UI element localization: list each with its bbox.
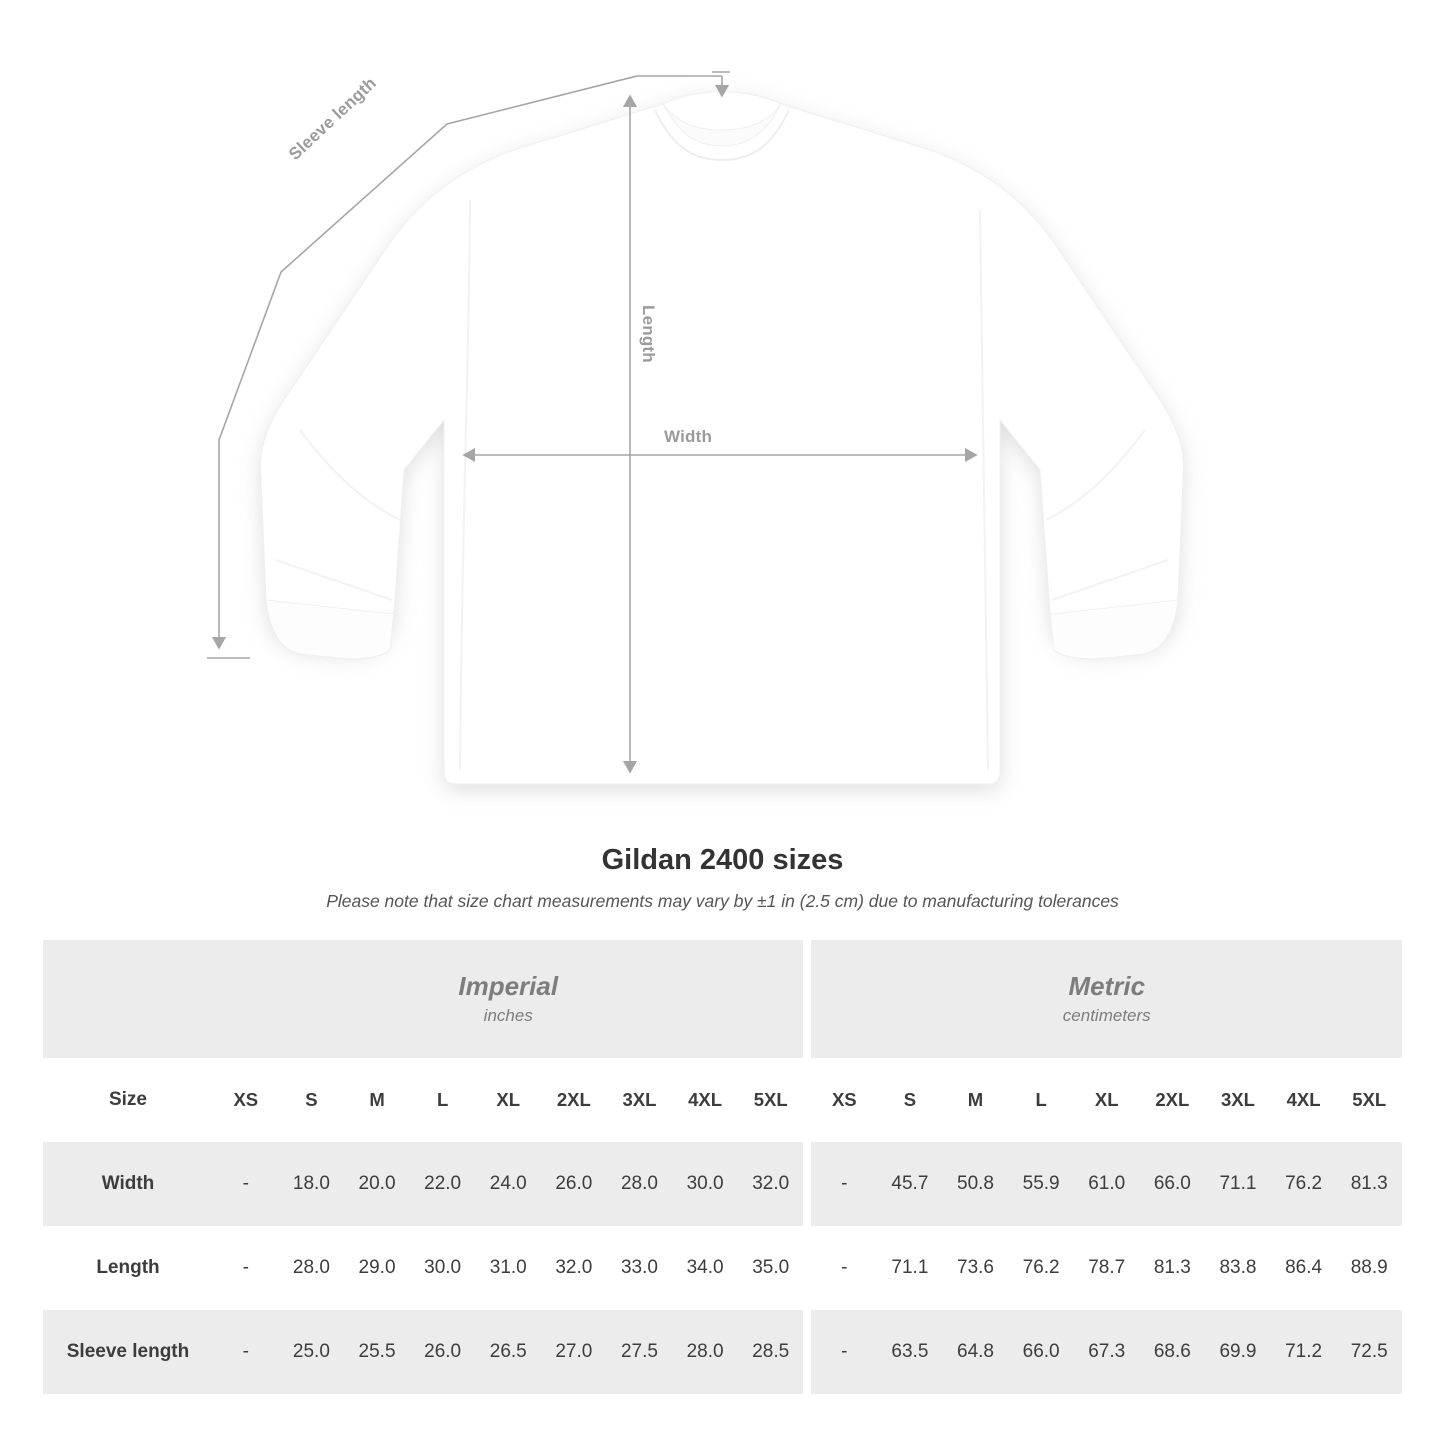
size-header-metric-7: 4XL <box>1271 1058 1337 1142</box>
row-label-sleeve-length: Sleeve length <box>43 1310 213 1394</box>
width-row-gap <box>803 1142 811 1226</box>
length-imperial-8: 35.0 <box>738 1226 804 1310</box>
width-metric-7: 76.2 <box>1271 1142 1337 1226</box>
width-metric-5: 66.0 <box>1140 1142 1206 1226</box>
width-imperial-8: 32.0 <box>738 1142 804 1226</box>
length-metric-4: 78.7 <box>1074 1226 1140 1310</box>
table-row <box>43 1226 1402 1310</box>
size-header-metric-3: L <box>1008 1058 1074 1142</box>
size-header-imperial-6: 3XL <box>607 1058 673 1142</box>
size-header-gap <box>803 1058 811 1142</box>
width-metric-6: 71.1 <box>1205 1142 1271 1226</box>
imperial-unit-sub: inches <box>483 1005 533 1025</box>
width-imperial-1: 18.0 <box>279 1142 345 1226</box>
size-table <box>43 940 1402 1394</box>
metric-unit-sub: centimeters <box>1062 1005 1151 1025</box>
sleeve-imperial-5: 27.0 <box>541 1310 607 1394</box>
length-label: Length <box>639 305 658 363</box>
row-label-width: Width <box>43 1142 213 1226</box>
width-imperial-2: 20.0 <box>344 1142 410 1226</box>
sleeve-metric-5: 68.6 <box>1140 1310 1206 1394</box>
width-metric-0: - <box>811 1142 877 1226</box>
size-header-row <box>43 1058 1402 1142</box>
sleeve-metric-6: 69.9 <box>1205 1310 1271 1394</box>
sleeve-metric-8: 72.5 <box>1336 1310 1402 1394</box>
size-header-metric-6: 3XL <box>1205 1058 1271 1142</box>
length-metric-5: 81.3 <box>1140 1226 1206 1310</box>
size-header-imperial-2: M <box>344 1058 410 1142</box>
length-metric-7: 86.4 <box>1271 1226 1337 1310</box>
length-metric-2: 73.6 <box>943 1226 1009 1310</box>
length-imperial-7: 34.0 <box>672 1226 738 1310</box>
metric-unit-cell <box>811 940 1402 1058</box>
row-label-length: Length <box>43 1226 213 1310</box>
size-header-imperial-0: XS <box>213 1058 279 1142</box>
size-header-imperial-7: 4XL <box>672 1058 738 1142</box>
size-header-label: Size <box>43 1058 213 1142</box>
imperial-unit-cell <box>213 940 803 1058</box>
width-metric-8: 81.3 <box>1336 1142 1402 1226</box>
sleeve-row-gap <box>803 1310 811 1394</box>
sleeve-imperial-8: 28.5 <box>738 1310 804 1394</box>
size-header-metric-5: 2XL <box>1140 1058 1206 1142</box>
length-metric-6: 83.8 <box>1205 1226 1271 1310</box>
length-metric-3: 76.2 <box>1008 1226 1074 1310</box>
sleeve-imperial-3: 26.0 <box>410 1310 476 1394</box>
width-metric-4: 61.0 <box>1074 1142 1140 1226</box>
length-metric-0: - <box>811 1226 877 1310</box>
size-table-wrap <box>43 940 1402 1394</box>
size-header-metric-2: M <box>943 1058 1009 1142</box>
width-imperial-6: 28.0 <box>607 1142 673 1226</box>
size-header-imperial-8: 5XL <box>738 1058 804 1142</box>
unit-band-spacer <box>43 940 213 1058</box>
sleeve-imperial-6: 27.5 <box>607 1310 673 1394</box>
width-imperial-5: 26.0 <box>541 1142 607 1226</box>
imperial-unit-name: Imperial <box>458 971 559 1002</box>
unit-band-gap <box>803 940 811 1058</box>
sleeve-metric-0: - <box>811 1310 877 1394</box>
title-block <box>0 844 1445 912</box>
sleeve-imperial-7: 28.0 <box>672 1310 738 1394</box>
width-imperial-4: 24.0 <box>475 1142 541 1226</box>
size-header-imperial-5: 2XL <box>541 1058 607 1142</box>
tolerance-note: Please note that size chart measurements may vary by ±1 in (2.5 cm) due to manufacturing tolerances <box>326 891 1119 911</box>
width-imperial-3: 22.0 <box>410 1142 476 1226</box>
sleeve-imperial-1: 25.0 <box>279 1310 345 1394</box>
width-imperial-0: - <box>213 1142 279 1226</box>
length-imperial-4: 31.0 <box>475 1226 541 1310</box>
sleeve-metric-3: 66.0 <box>1008 1310 1074 1394</box>
length-imperial-3: 30.0 <box>410 1226 476 1310</box>
sleeve-imperial-4: 26.5 <box>475 1310 541 1394</box>
length-imperial-0: - <box>213 1226 279 1310</box>
sleeve-metric-7: 71.2 <box>1271 1310 1337 1394</box>
size-header-metric-1: S <box>877 1058 943 1142</box>
metric-unit-name: Metric <box>1068 971 1146 1002</box>
table-row <box>43 1310 1402 1394</box>
length-imperial-5: 32.0 <box>541 1226 607 1310</box>
sleeve-length-label: Sleeve length <box>285 73 381 164</box>
sleeve-imperial-2: 25.5 <box>344 1310 410 1394</box>
length-imperial-2: 29.0 <box>344 1226 410 1310</box>
sleeve-imperial-0: - <box>213 1310 279 1394</box>
length-imperial-6: 33.0 <box>607 1226 673 1310</box>
width-metric-1: 45.7 <box>877 1142 943 1226</box>
size-header-imperial-3: L <box>410 1058 476 1142</box>
width-metric-2: 50.8 <box>943 1142 1009 1226</box>
width-metric-3: 55.9 <box>1008 1142 1074 1226</box>
shirt-shape <box>260 92 1183 784</box>
page-title: Gildan 2400 sizes <box>601 844 844 876</box>
width-label: Width <box>664 427 713 446</box>
size-header-metric-4: XL <box>1074 1058 1140 1142</box>
sleeve-metric-1: 63.5 <box>877 1310 943 1394</box>
table-row <box>43 1142 1402 1226</box>
size-header-imperial-1: S <box>279 1058 345 1142</box>
sleeve-metric-4: 67.3 <box>1074 1310 1140 1394</box>
length-imperial-1: 28.0 <box>279 1226 345 1310</box>
size-header-imperial-4: XL <box>475 1058 541 1142</box>
sleeve-metric-2: 64.8 <box>943 1310 1009 1394</box>
size-header-metric-8: 5XL <box>1336 1058 1402 1142</box>
size-header-metric-0: XS <box>811 1058 877 1142</box>
unit-band-row <box>43 940 1402 1058</box>
length-metric-8: 88.9 <box>1336 1226 1402 1310</box>
width-imperial-7: 30.0 <box>672 1142 738 1226</box>
length-row-gap <box>803 1226 811 1310</box>
length-metric-1: 71.1 <box>877 1226 943 1310</box>
